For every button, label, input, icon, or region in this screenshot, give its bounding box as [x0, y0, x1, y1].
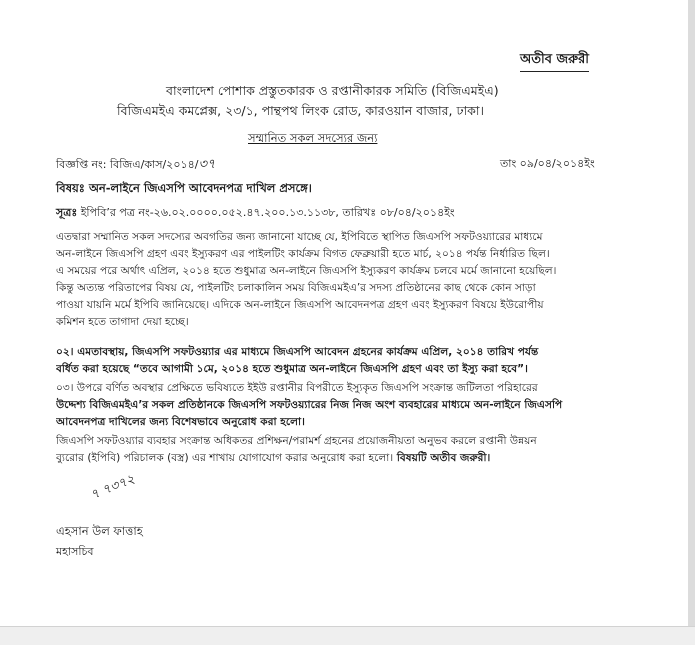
reference-prefix: বিজ্ঞপ্তি নং: বিজিএ/কাস/২০১৪/ — [56, 158, 199, 171]
source-text: ইপিবি’র পত্র নং-২৬.০২.০০০০.০৫২.৪৭.২০০.১৩.১১৩৮, তারিখঃ ০৮/০৪/২০১৪ইং — [77, 206, 455, 219]
urgent-emphasis: বিষয়টি অতীব জরুরী। — [393, 452, 491, 464]
paragraph-2 — [56, 344, 640, 378]
scan-edge-right — [688, 0, 695, 645]
paragraph-line: আবেদনপত্র দাখিলের জন্য বিশেষভাবে অনুরোধ করা হলো। — [56, 416, 305, 428]
paragraph-text: ব্যুরোর (ইপিবি) পরিচালক (বস্ত্র) এর শাখায় যোগাযোগ করার অনুরোধ করা হলো। — [56, 452, 394, 464]
paragraph-1 — [56, 229, 640, 331]
paragraph-line: উদ্দেশ্য বিজিএমইএ’র সকল প্রতিষ্ঠানকে জিএসপি সফটওয়্যারের নিজ নিজ অংশ ব্যবহারের মাধ্যমে অন-লাইনে জিএসপি — [56, 399, 563, 411]
recipient-line: সম্মানিত সকল সদস্যের জন্য — [248, 131, 378, 145]
subject-line: বিষয়ঃ অন-লাইনে জিএসপি আবেদনপত্র দাখিল প্রসঙ্গে। — [56, 181, 312, 195]
organization-address: বিজিএমইএ কমপ্লেক্স, ২৩/১, পান্থপথ লিংক রোড, কারওয়ান বাজার, ঢাকা। — [117, 103, 484, 118]
signatory-title: মহাসচিব — [56, 545, 94, 558]
signatory-name: এহসান উল ফাত্তাহ — [56, 524, 143, 538]
reference-number — [56, 155, 215, 176]
letter-date: তাং ০৯/০৪/২০১৪ইং — [500, 157, 595, 170]
handwritten-note: ৭ ৭৩৭২ — [88, 471, 138, 504]
organization-name: বাংলাদেশ পোশাক প্রস্তুতকারক ও রপ্তানীকারক সমিতি (বিজিএমইএ) — [166, 83, 499, 98]
paragraph-line-with-emphasis — [56, 450, 640, 467]
paragraph-line: এতদ্বারা সম্মানিত সকল সদস্যের অবগতির জন্য জানানো যাচ্ছে যে, ইপিবিতে স্থাপিত জিএসপি সফটওয়্যারের মাধ্যমে — [56, 231, 543, 243]
paragraph-4 — [56, 433, 640, 467]
source-reference — [56, 204, 455, 223]
paragraph-line: ০৩। উপরে বর্ণিত অবস্থার প্রেক্ষিতে ভবিষ্যতে ইইউ রপ্তানীর বিপরীতে ইস্যুকৃত জিএসপি সংক্রান্ত জটিলতা পরিহারের — [56, 382, 538, 394]
paragraph-3 — [56, 380, 640, 431]
paragraph-line: অন-লাইনে জিএসপি গ্রহণ এবং ইস্যুকরণ এর পাইলটিং কার্যক্রম বিগত ফেব্রুয়ারী হতে মার্চ, ২০১৪ পর্যন্ত নির্ধারিত ছিল। — [56, 248, 550, 260]
source-label: সূত্রঃ — [56, 206, 78, 219]
paragraph-line: কিন্তু অত্যন্ত পরিতাপের বিষয় যে, পাইলটিং চলাকালিন সময় বিজিএমইএ’র সদস্য প্রতিষ্ঠানের কাছ থেকে কোন সাড়া — [56, 282, 536, 294]
urgent-label: অতীব জরুরী — [520, 50, 589, 72]
reference-handwritten-number: ৩৭ — [198, 157, 216, 172]
scan-edge-bottom — [0, 626, 695, 645]
paragraph-line: পাওয়া যায়নি মর্মে ইপিবি জানিয়েছে। এদিকে অন-লাইনে জিএসপি আবেদনপত্র গ্রহণ এবং ইস্যুকরণ বিষয়ে ইউরোপীয় — [56, 299, 544, 311]
paragraph-line: বর্ধিত করা হয়েছে “তবে আগামী ১মে, ২০১৪ হতে শুধুমাত্র অন-লাইনে জিএসপি গ্রহণ এবং তা ইস্যু করা হবে”। — [56, 363, 528, 375]
paragraph-line: ০২। এমতাবস্থায়, জিএসপি সফটওয়্যার এর মাধ্যমে জিএসপি আবেদন গ্রহনের কার্যক্রম এপ্রিল, ২০১৪ তারিখ পর্যন্ত — [56, 346, 539, 358]
paragraph-line: জিএসপি সফটওয়্যার ব্যবহার সংক্রান্ত অধিকতর প্রশিক্ষন/পরামর্শ গ্রহনের প্রয়োজনীয়তা অনুভব করলে রপ্তানী উন্নয়ন — [56, 435, 537, 447]
paragraph-line: এ সময়ের পরে অর্থাৎ এপ্রিল, ২০১৪ হতে শুধুমাত্র অন-লাইনে জিএসপি ইস্যুকরণ কার্যক্রম চলবে মর্মে জানানো হয়েছিল। — [56, 265, 557, 277]
paragraph-line: কমিশন হতে তাগাদা দেয়া হচ্ছে। — [56, 316, 189, 328]
